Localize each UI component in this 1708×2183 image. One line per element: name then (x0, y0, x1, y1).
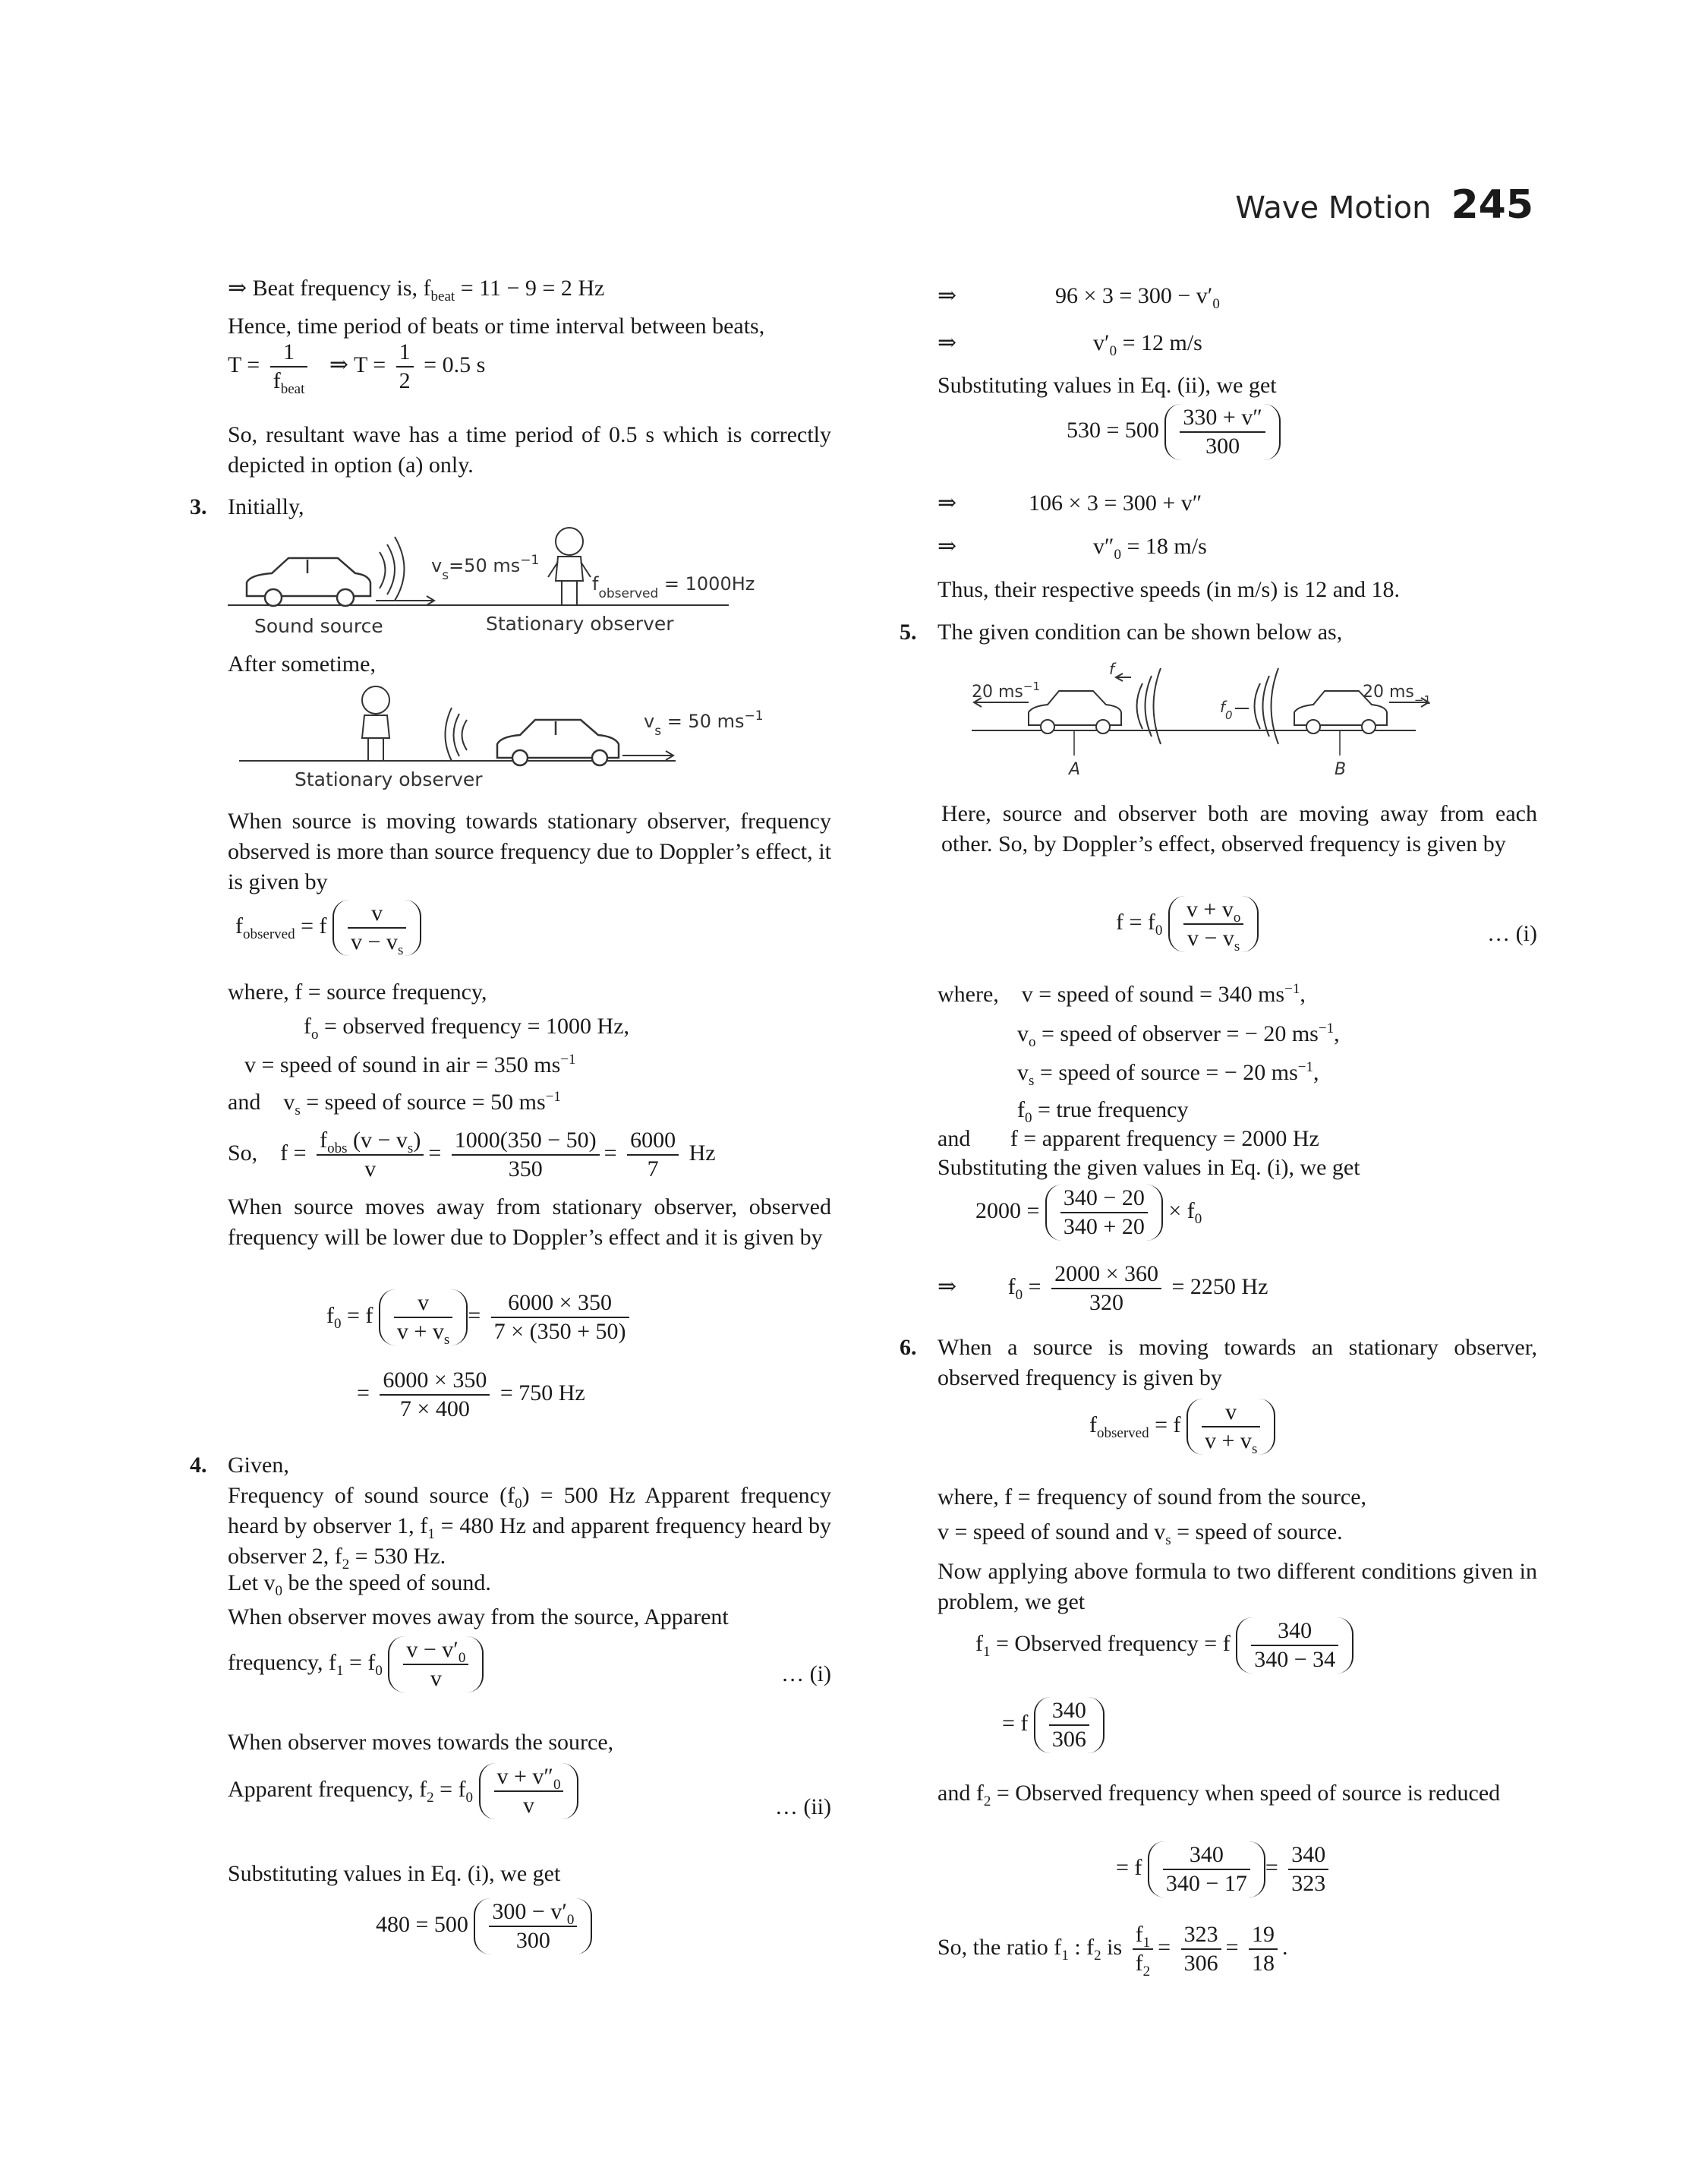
q3-so-eq: So, f = $\frac{f_{obs} (v - v_s)}{v}$ = $\frac{1000(350 - 50)}{350}$ = $\frac{6000}{7}$ Hz (228, 1128, 716, 1181)
q3-fo: $f_o$ = observed frequency = 1000 Hz, (304, 1014, 630, 1043)
q6-v: v = speed of sound and $v_s$ = speed of source. (938, 1519, 1343, 1548)
fig1-vs-label: $v_s=50$ $ms^{-1}$ (431, 553, 540, 583)
q2-conclusion: So, resultant wave has a time period of 0.5 s which is correctly depicted in option (a) only. (228, 422, 831, 478)
q6-ratio: So, the ratio $f_1$ : $f_2$ is $\frac{f_1}{f_2}$ = $\frac{323}{306}$ = $\frac{19}{18}$ . (938, 1922, 1288, 1980)
fig1-fobs-label: $f_{observed} = 1000Hz$ (592, 573, 755, 601)
q6-number: 6. (900, 1335, 917, 1360)
page-header (1235, 182, 1533, 228)
t2-fraction (396, 339, 414, 395)
q5-f0: $f_0$ = true frequency (1017, 1097, 1189, 1126)
q4-r1-eq: $96 \times 3 = 300 - v'_0$ (1055, 283, 1220, 312)
q3-figure-1 (228, 520, 759, 645)
q4-given: Given, (228, 1453, 289, 1478)
q4-r3-eq: 106 × 3 = 300 + v″ (1029, 491, 1202, 516)
q4-f1-eq: frequency, $f_1 = f_0$ $\frac{v - v'_0}{v}$ … (i) (228, 1637, 831, 1691)
point-b-label: B (1335, 760, 1347, 779)
t-mid: ⇒ T = (329, 352, 386, 377)
q4-s1-eq: 480 = 500 $\frac{300 - v'_0}{300}$ (376, 1898, 592, 1954)
section-title: Wave Motion (1235, 191, 1432, 226)
sound-waves-a-icon (1137, 668, 1161, 744)
q4-subst1: Substituting values in Eq. (i), we get (228, 1861, 561, 1886)
q4-thus: Thus, their respective speeds (in m/s) is 12 and 18. (938, 577, 1401, 602)
arrow-2: ⇒ (938, 330, 957, 355)
q5-eq: $f = f_0$ $\frac{v + v_o}{v - v_s}$ … (i) (1116, 897, 1537, 954)
t-result: = 0.5 s (424, 352, 486, 377)
arrow-4: ⇒ (938, 534, 957, 559)
sound-waves-icon-2 (446, 708, 468, 761)
q6-text: When a source is moving towards an stationary observer, observed frequency is given by (938, 1335, 1537, 1390)
q6-and: and $f_2$ = Observed frequency when speed of source is reduced (938, 1781, 1501, 1809)
q6-f1-eq: $f_1$ = Observed frequency = f $\frac{340}{340 - 34}$ (975, 1617, 1353, 1674)
car-icon-2 (497, 720, 619, 765)
fig2-vs-label: $v_s = 50$ $ms^{-1}$ (644, 708, 764, 739)
q5-figure (960, 661, 1439, 786)
q5-vo: $v_o$ = speed of observer = − 20 $ms^{-1}$, (1017, 1021, 1340, 1050)
q4-r2-eq: $v'_0 = 12$ m/s (1093, 330, 1202, 359)
q5-number: 5. (900, 620, 917, 645)
q3-f0-result: = $\frac{6000 \times 350}{7 \times 400}$ = 750 Hz (357, 1368, 585, 1421)
t-fraction (270, 339, 308, 395)
q5-f: and f = apparent frequency = 2000 Hz (938, 1126, 1319, 1151)
left-speed-label: 20 $ms^{-1}$ (972, 680, 1041, 702)
f0-label: $f_0$ (1220, 698, 1233, 722)
lhs: $f_{observed} = f$ (235, 913, 327, 942)
q5-subst: Substituting the given values in Eq. (i), we get (938, 1155, 1360, 1180)
q3-v: v = speed of sound in air = 350 $ms^{-1}$ (244, 1052, 576, 1077)
t2-den: 2 (399, 368, 411, 393)
q5-text: The given condition can be shown below as, (938, 620, 1343, 645)
fig1-observer-label: Stationary observer (486, 613, 674, 635)
observer-boy-icon (548, 528, 591, 605)
q3-where: where, f = source frequency, (228, 980, 487, 1005)
q3-vs: and $v_s$ = speed of source = 50 $ms^{-1}$ (228, 1089, 561, 1118)
q3-figure-2 (228, 676, 764, 797)
q4-number: 4. (190, 1453, 207, 1478)
q4-f2-eq: Apparent frequency, $f_2 = f_0$ $\frac{v + v''_0}{v}$ … (ii) (228, 1764, 831, 1819)
arrow-3: ⇒ (938, 491, 957, 516)
q3-fobserved-eq: $f_{observed} = f$ $\frac{v}{v - v_s}$ (235, 900, 421, 956)
t-lhs: T = (228, 352, 260, 377)
q3-number: 3. (190, 494, 207, 519)
q6-f1b-eq: = f $\frac{340}{306}$ (1002, 1697, 1105, 1753)
t-num: 1 (270, 339, 308, 368)
q3-when-away: When source moves away from stationary observer, observed frequency will be lower due to Doppler’s effect and it is given by (228, 1194, 831, 1250)
sound-waves-icon (380, 537, 405, 601)
q4-frequency: Frequency of sound source $(f_0) = 500$ Hz Apparent frequency heard by observer 1, $f_1 = 480$ Hz and apparent frequency heard by observer 2, $f_2 = 530$ Hz. (228, 1483, 831, 1573)
q5-result-eq: ⇒ $f_0$ = $\frac{2000 \times 360}{320}$ = 2250 Hz (938, 1261, 1268, 1315)
car-a-icon (1029, 691, 1121, 733)
page-number: 245 (1451, 182, 1533, 228)
q2-beat-frequency: ⇒ Beat frequency is, $f_{beat} = 11 - 9 = 2$ Hz (228, 276, 605, 304)
right-speed-label: 20 $ms_{-1}$ (1363, 683, 1432, 707)
q6-where: where, f = frequency of sound from the source, (938, 1484, 1367, 1509)
arrow-1: ⇒ (938, 283, 957, 308)
q3-after: After sometime, (228, 651, 376, 677)
q2-period-equation (228, 339, 485, 395)
point-a-label: A (1069, 760, 1081, 779)
q6-f2-eq: = f $\frac{340}{340 - 17}$ = $\frac{340}{323}$ (1116, 1841, 1333, 1898)
q6-fobserved-eq: $f_{observed} = f$ $\frac{v}{v + v_s}$ (1089, 1399, 1275, 1455)
q4-let: Let $v_0$ be the speed of sound. (228, 1570, 491, 1599)
q4-r4-eq: $v''_0 = 18$ m/s (1093, 534, 1207, 563)
f-label: f (1109, 660, 1115, 678)
q5-subst-eq: 2000 = $\frac{340 - 20}{340 + 20}$ × $f_0$ (975, 1185, 1202, 1239)
t-den: $f_{beat}$ (273, 368, 305, 397)
q4-away: When observer moves away from the source, Apparent (228, 1604, 729, 1629)
q4-towards: When observer moves towards the source, (228, 1730, 614, 1755)
q3-f0-eq: $f_0 = f$ $\frac{v}{v + v_s}$ = $\frac{6000 \times 350}{7 \times (350 + 50)}$ (326, 1289, 634, 1345)
q2-hence: Hence, time period of beats or time interval between beats, (228, 314, 765, 339)
t2-num: 1 (396, 339, 414, 368)
fig2-observer-label: Stationary observer (295, 768, 483, 790)
q3-initially: Initially, (228, 494, 304, 519)
q5-where-v: where, v = speed of sound = 340 $ms^{-1}$, (938, 981, 1306, 1007)
q5-vs: $v_s$ = speed of source = − 20 $ms^{-1}$, (1017, 1059, 1319, 1089)
q3-when-towards: When source is moving towards stationary observer, frequency observed is more than source frequency due to Doppler’s effect, it is given by (228, 809, 831, 894)
observer-boy-icon-2 (362, 686, 389, 761)
q5-here: Here, source and observer both are moving away from each other. So, by Doppler’s effect, observed frequency is given by (941, 801, 1537, 856)
q4-s2-eq: 530 = 500 $\frac{330 + v''}{300}$ (1067, 404, 1281, 460)
sound-waves-b-icon (1255, 668, 1279, 744)
car-icon (247, 558, 370, 606)
fig1-source-label: Sound source (254, 615, 383, 637)
q6-now: Now applying above formula to two different conditions given in problem, we get (938, 1559, 1537, 1614)
q4-subst2: Substituting values in Eq. (ii), we get (938, 373, 1277, 398)
